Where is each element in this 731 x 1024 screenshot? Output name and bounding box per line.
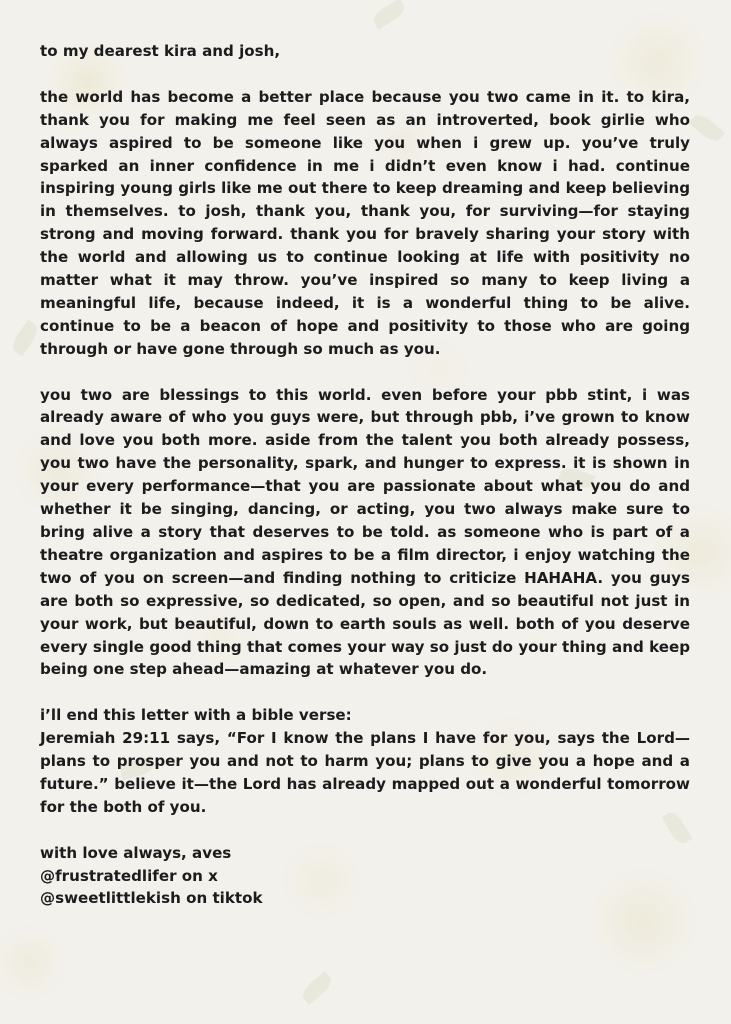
background-leaf-decoration: [370, 0, 407, 29]
letter-signoff: with love always, aves: [40, 843, 232, 862]
paragraph-spacer: [40, 63, 690, 86]
background-leaf-decoration: [9, 319, 42, 356]
social-handle-tiktok: @sweetlittlekish on tiktok: [40, 889, 263, 908]
paragraph-spacer: [40, 361, 690, 384]
background-leaf-decoration: [299, 971, 335, 1005]
letter-paragraph-kira-josh: the world has become a better place because you two came in it. to kira, thank you for making me feel seen as an introverted, book girlie who always aspired to be someone like you when i grew up. you’ve truly sparked an inner confidence in me i didn’t even know i had. continue inspiring young girls like me out there to keep dreaming and keep believing in themselves. to josh, thank you, thank you, for surviving—for staying strong and moving forward. thank you for bravely sharing your story with the world and allowing us to continue looking at life with positivity no matter what it may throw. you’ve inspired so many to keep living a meaningful life, because indeed, it is a wonderful thing to be alive. continue to be a beacon of hope and positivity to those who are going through or have gone through so much as you.: [40, 87, 690, 358]
letter-verse-text: Jeremiah 29:11 says, “For I know the plans I have for you, says the Lord—plans to prosper you and not to harm you; plans to give you a hope and a future.” believe it—the Lord has already mapped out a wonderful tomorrow for the both of you.: [40, 729, 690, 816]
letter-paragraph-blessings: you two are blessings to this world. even before your pbb stint, i was already aware of who you guys were, but through pbb, i’ve grown to know and love you both more. aside from the talent you both already possess, you two have the personality, spark, and hunger to express. it is shown in your every performance—that you are passionate about what you do and whether it be singing, dancing, or acting, you two always make sure to bring alive a story that deserves to be told. as someone who is part of a theatre organization and aspires to be a film director, i enjoy watching the two of you on screen—and finding nothing to criticize HAHAHA. you guys are both so expressive, so dedicated, so open, and so beautiful not just in your work, but beautiful, down to earth souls as well. both of you deserve every single good thing that comes your way so just do your thing and keep being one step ahead—amazing at whatever you do.: [40, 385, 690, 679]
letter-verse-intro: i’ll end this letter with a bible verse:: [40, 706, 352, 725]
paragraph-spacer: [40, 681, 690, 704]
background-leaf-decoration: [689, 111, 725, 145]
paragraph-spacer: [40, 819, 690, 842]
social-handle-x: @frustratedlifer on x: [40, 866, 218, 885]
letter-body: [40, 40, 690, 910]
letter-greeting: to my dearest kira and josh,: [40, 42, 281, 60]
